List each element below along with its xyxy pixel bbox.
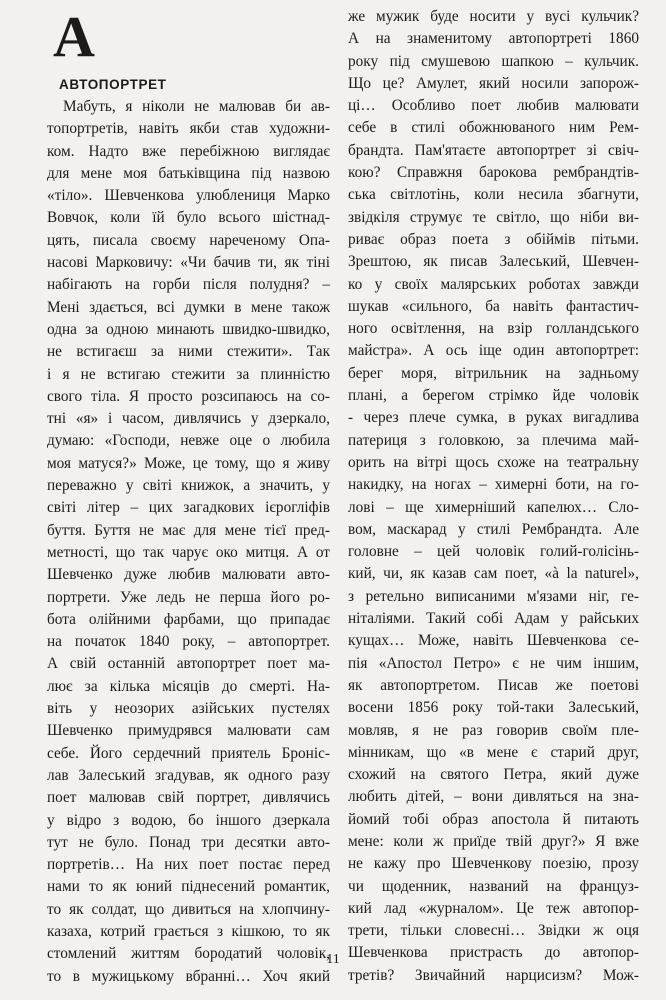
- text-line: моя матуся?» Може, це тому, що я живу: [47, 454, 330, 472]
- text-line: не встигаєш за ними стежити». Так: [47, 343, 330, 361]
- text-line: Що це? Амулет, який носили запорож-: [348, 74, 639, 92]
- text-line: мовляв, я не раз говорив своїм пле-: [348, 721, 639, 739]
- text-line: казаха, котрий грається з кішкою, то як: [47, 922, 330, 940]
- text-line: - через плече сумка, в руках вигадлива: [348, 409, 639, 427]
- text-line: топортретів, навіть якби став художни-: [47, 120, 330, 138]
- text-line: же мужик буде носити у вусі кульчик?: [348, 8, 639, 25]
- text-line: стомлений життям бородатий чоловік,: [47, 945, 330, 963]
- text-line: трети, тільки словесні… Звідки ж оця: [348, 922, 639, 940]
- text-line: майстра». А ось іще один автопортрет:: [348, 342, 639, 360]
- text-line: Зрештою, як писав Залеський, Шевчен-: [348, 253, 639, 271]
- text-line: на початок 1840 року, – автопортрет.: [47, 633, 330, 651]
- text-line: свого тіла. Я просто розсипаюсь на со-: [47, 387, 330, 405]
- text-line: одна за одною минають швидко-швидко,: [47, 320, 330, 338]
- text-line: для мене моя батьківщина під назвою: [47, 164, 330, 182]
- text-line: орить на вітрі щось схоже на театральну: [348, 453, 639, 471]
- text-line: з ретельно виписаними м'язами ніг, ге-: [348, 587, 639, 605]
- text-line: Шевченко примудрявся малювати сам: [47, 722, 330, 740]
- text-line: у відро з водою, бо іншого дзеркала: [47, 811, 330, 829]
- text-line: лює за кілька місяців до смерті. На-: [47, 677, 330, 695]
- text-line: як автопортретом. Писав же поетові: [348, 676, 639, 694]
- text-line: тні «я» і часом, дивлячись у дзеркало,: [47, 410, 330, 428]
- text-line: портрети. Уже ледь не перша його ро-: [47, 588, 330, 606]
- text-line: схожий на святого Петра, який дуже: [348, 766, 639, 784]
- text-line: цять, писала своєму нареченому Опа-: [47, 231, 330, 249]
- text-line: головне – цей чоловік голий-голісінь-: [348, 543, 639, 561]
- text-line: Вовчок, коли їй було всього шістнад-: [47, 209, 330, 227]
- text-line: тут не було. Понад три десятки авто-: [47, 833, 330, 851]
- text-line: вом, маскарад у стилі Рембрандта. Але: [348, 520, 639, 538]
- text-line: любить дітей, – вони дивляться на зна-: [348, 788, 639, 806]
- text-line: метності, що так чарує око митця. А от: [47, 543, 330, 561]
- text-line: «тіло». Шевченкова улюблениця Марко: [47, 187, 330, 205]
- text-line: Шевченкова пристрасть до автопор-: [348, 944, 639, 962]
- text-line: лав Залеський згадував, як одного разу: [47, 766, 330, 784]
- text-line: берег моря, вітрильник на задньому: [348, 364, 639, 382]
- text-line: йомий тобі образ апостола й питають: [348, 810, 639, 828]
- page-number: 11: [326, 952, 340, 967]
- text-line: нами то як юний піднесений романтик,: [47, 878, 330, 896]
- text-line: не кажу про Шевченкову поезію, прозу: [348, 855, 639, 873]
- text-line: брандта. Пам'ятаєте автопортрет зі свіч-: [348, 141, 639, 159]
- text-line: кий, чи, як казав сам поет, «à la naturel»,: [348, 565, 639, 583]
- text-line: Мені здається, всі думки в мене також: [47, 298, 330, 316]
- text-line: себе. Його сердечний приятель Броніс-: [47, 744, 330, 762]
- text-line: себе в стилі обожнюваного ним Рем-: [348, 119, 639, 137]
- text-line: мінникам, що «в мене є старий друг,: [348, 743, 639, 761]
- text-line: то в мужицькому вбранні… Хоч який: [47, 967, 330, 985]
- text-line: риває образ поета з обіймів пітьми.: [348, 230, 639, 248]
- text-line: чи щоденник, названий на француз-: [348, 877, 639, 895]
- text-line: А на знаменитому автопортреті 1860: [348, 30, 639, 48]
- text-line: бота олійними фарбами, що припадає: [47, 610, 330, 628]
- text-line: Мабуть, я ніколи не малював би ав-: [63, 98, 330, 115]
- text-line: накидку, на ногах – химерні боти, на го-: [348, 476, 639, 494]
- text-line: кою? Справжня барокова рембрандтів-: [348, 164, 639, 182]
- left-column: [47, 6, 330, 988]
- text-line: Шевченко дуже любив малювати авто-: [47, 566, 330, 584]
- right-column: [348, 6, 639, 987]
- text-line: ніталіями. Такий собі Адам у райських: [348, 610, 639, 628]
- text-line: поет малював свій портрет, дивлячись: [47, 789, 330, 807]
- text-line: ці… Особливо поет любив малювати: [348, 97, 639, 115]
- text-line: і я не встигаю стежити за плинністю: [47, 365, 330, 383]
- text-line: кущах… Може, навіть Шевченкова се-: [348, 632, 639, 650]
- text-line: плані, а берегом стрімко йде чоловік: [348, 387, 639, 405]
- text-line: пія «Апостол Петро» є не чим іншим,: [348, 654, 639, 672]
- text-line: ком. Надто вже перебіжною виглядає: [47, 142, 330, 160]
- text-line: восени 1856 року той-таки Залеський,: [348, 699, 639, 717]
- text-line: набігають на горби після полудня? –: [47, 276, 330, 294]
- text-line: портретів… На них поет постає перед: [47, 856, 330, 874]
- right-column-text: [348, 6, 639, 987]
- text-line: ко у своїх малярських роботах завжди: [348, 275, 639, 293]
- text-line: А свій останній автопортрет поет ма-: [47, 655, 330, 673]
- text-line: шукав «сильного, ба навіть фантастич-: [348, 297, 639, 315]
- text-line: думаю: «Господи, невже оце о любила: [47, 432, 330, 450]
- text-line: ного освітлення, на взір голландського: [348, 320, 639, 338]
- text-line: лові – ще химерніший капелюх… Сло-: [348, 498, 639, 516]
- text-line: буття. Буття не має для мене тієї пред-: [47, 521, 330, 539]
- section-letter: А: [53, 4, 95, 69]
- text-line: насові Марковичу: «Чи бачив ти, як тіні: [47, 254, 330, 272]
- text-line: то як солдат, що дивиться на хлопчину-: [47, 900, 330, 918]
- text-line: третів? Звичайний нарцисизм? Мож-: [348, 966, 639, 984]
- text-line: звідкіля струмує те світло, що ніби ви-: [348, 208, 639, 226]
- text-line: кий лад «журналом». Це теж автопор-: [348, 899, 639, 917]
- text-line: світі літер – цих загадкових ієрогліфів: [47, 499, 330, 517]
- text-line: патериця з головкою, за плечима май-: [348, 431, 639, 449]
- text-line: ська світлотінь, коли несила збагнути,: [348, 186, 639, 204]
- text-line: віть у неозорих азійських пустелях: [47, 700, 330, 718]
- text-line: переважно у світі книжок, а значить, у: [47, 477, 330, 495]
- left-column-text: [47, 96, 330, 988]
- article-heading: АВТОПОРТРЕТ: [59, 77, 167, 92]
- text-line: мене: коли ж приїде твій друг?» Я вже: [348, 832, 639, 850]
- text-line: року під смушевою шапкою – кульчик.: [348, 52, 639, 70]
